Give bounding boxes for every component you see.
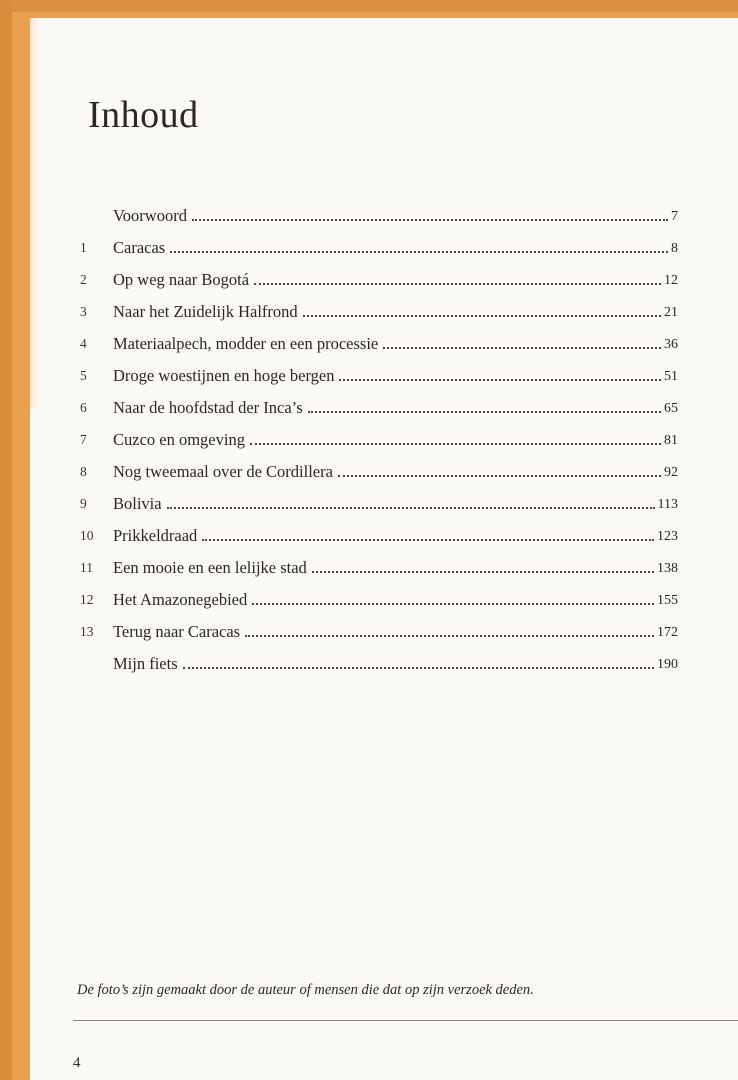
toc-page-number: 92 [664,465,678,480]
toc-page-number: 8 [671,241,678,256]
page-title: Inhoud [88,94,199,136]
toc-entry [80,354,678,386]
toc-leader-dots [383,347,661,349]
toc-chapter-number [80,672,113,674]
toc-chapter-title: Nog tweemaal over de Cordillera [113,462,333,481]
toc-entry [80,642,678,674]
toc-chapter-title: Het Amazonegebied [113,590,248,609]
toc-chapter-title: Materiaalpech, modder en een processie [113,334,379,353]
toc-entry [80,450,678,482]
toc-leader-dots [303,315,661,317]
page-shadow [30,18,40,408]
toc-chapter-number: 10 [80,528,94,543]
toc-chapter-number: 11 [80,560,93,575]
toc-leader-dots [192,219,668,221]
toc-entry [80,482,678,514]
toc-chapter-title: Terug naar Caracas [113,622,241,641]
toc-chapter-title: Cuzco en omgeving [113,430,245,449]
toc-page-number: 21 [664,305,678,320]
toc-page-number: 7 [671,209,678,224]
book-cover-top-edge [0,0,738,12]
toc-page-number: 190 [657,657,678,672]
toc-leader-dots [254,283,661,285]
toc-chapter-title: Op weg naar Bogotá [113,270,250,289]
toc-chapter-title: Voorwoord [113,206,187,225]
toc-leader-dots [202,539,654,541]
toc-page-number: 123 [657,529,678,544]
toc-page-number: 155 [657,593,678,608]
toc-leader-dots [183,667,654,669]
toc-entry [80,546,678,578]
toc-entry [80,418,678,450]
footer-rule [73,1020,738,1021]
toc-chapter-title: Mijn fiets [113,654,178,673]
toc-chapter-number: 1 [80,240,87,255]
toc-chapter-title: Caracas [113,238,166,257]
toc-page-number: 51 [664,369,678,384]
toc-chapter-title: Naar de hoofdstad der Inca’s [113,398,303,417]
toc-page-number: 138 [657,561,678,576]
toc-leader-dots [339,379,661,381]
toc-leader-dots [312,571,654,573]
toc-page-number: 113 [657,497,678,512]
toc-entry [80,322,678,354]
toc-chapter-title: Bolivia [113,494,162,513]
book-cover-left-edge [0,0,12,1080]
toc-leader-dots [170,251,668,253]
toc-chapter-number: 6 [80,400,87,415]
toc-chapter-number: 13 [80,624,94,639]
toc-page-number: 172 [657,625,678,640]
toc-chapter-number: 5 [80,368,87,383]
toc-chapter-number: 7 [80,432,87,447]
toc-page-number: 81 [664,433,678,448]
toc-chapter-number: 9 [80,496,87,511]
photo-credit-note: De foto’s zijn gemaakt door de auteur of mensen die dat op zijn verzoek deden. [77,982,534,998]
toc-leader-dots [167,507,655,509]
toc-chapter-number: 3 [80,304,87,319]
toc-chapter-title: Naar het Zuidelijk Halfrond [113,302,298,321]
toc-entry [80,226,678,258]
table-of-contents [80,194,678,674]
toc-entry [80,610,678,642]
toc-chapter-title: Een mooie en een lelijke stad [113,558,307,577]
toc-leader-dots [245,635,654,637]
toc-entry [80,290,678,322]
toc-page-number: 12 [664,273,678,288]
toc-page-number: 36 [664,337,678,352]
toc-chapter-title: Droge woestijnen en hoge bergen [113,366,335,385]
toc-leader-dots [252,603,654,605]
toc-entry [80,194,678,226]
toc-entry [80,514,678,546]
toc-chapter-number: 12 [80,592,94,607]
toc-leader-dots [250,443,661,445]
toc-leader-dots [338,475,661,477]
toc-chapter-number: 8 [80,464,87,479]
toc-page-number: 65 [664,401,678,416]
toc-leader-dots [308,411,661,413]
page-number: 4 [73,1055,81,1071]
toc-entry [80,258,678,290]
toc-chapter-number: 4 [80,336,87,351]
toc-chapter-number: 2 [80,272,87,287]
toc-entry [80,578,678,610]
toc-chapter-title: Prikkeldraad [113,526,198,545]
toc-entry [80,386,678,418]
